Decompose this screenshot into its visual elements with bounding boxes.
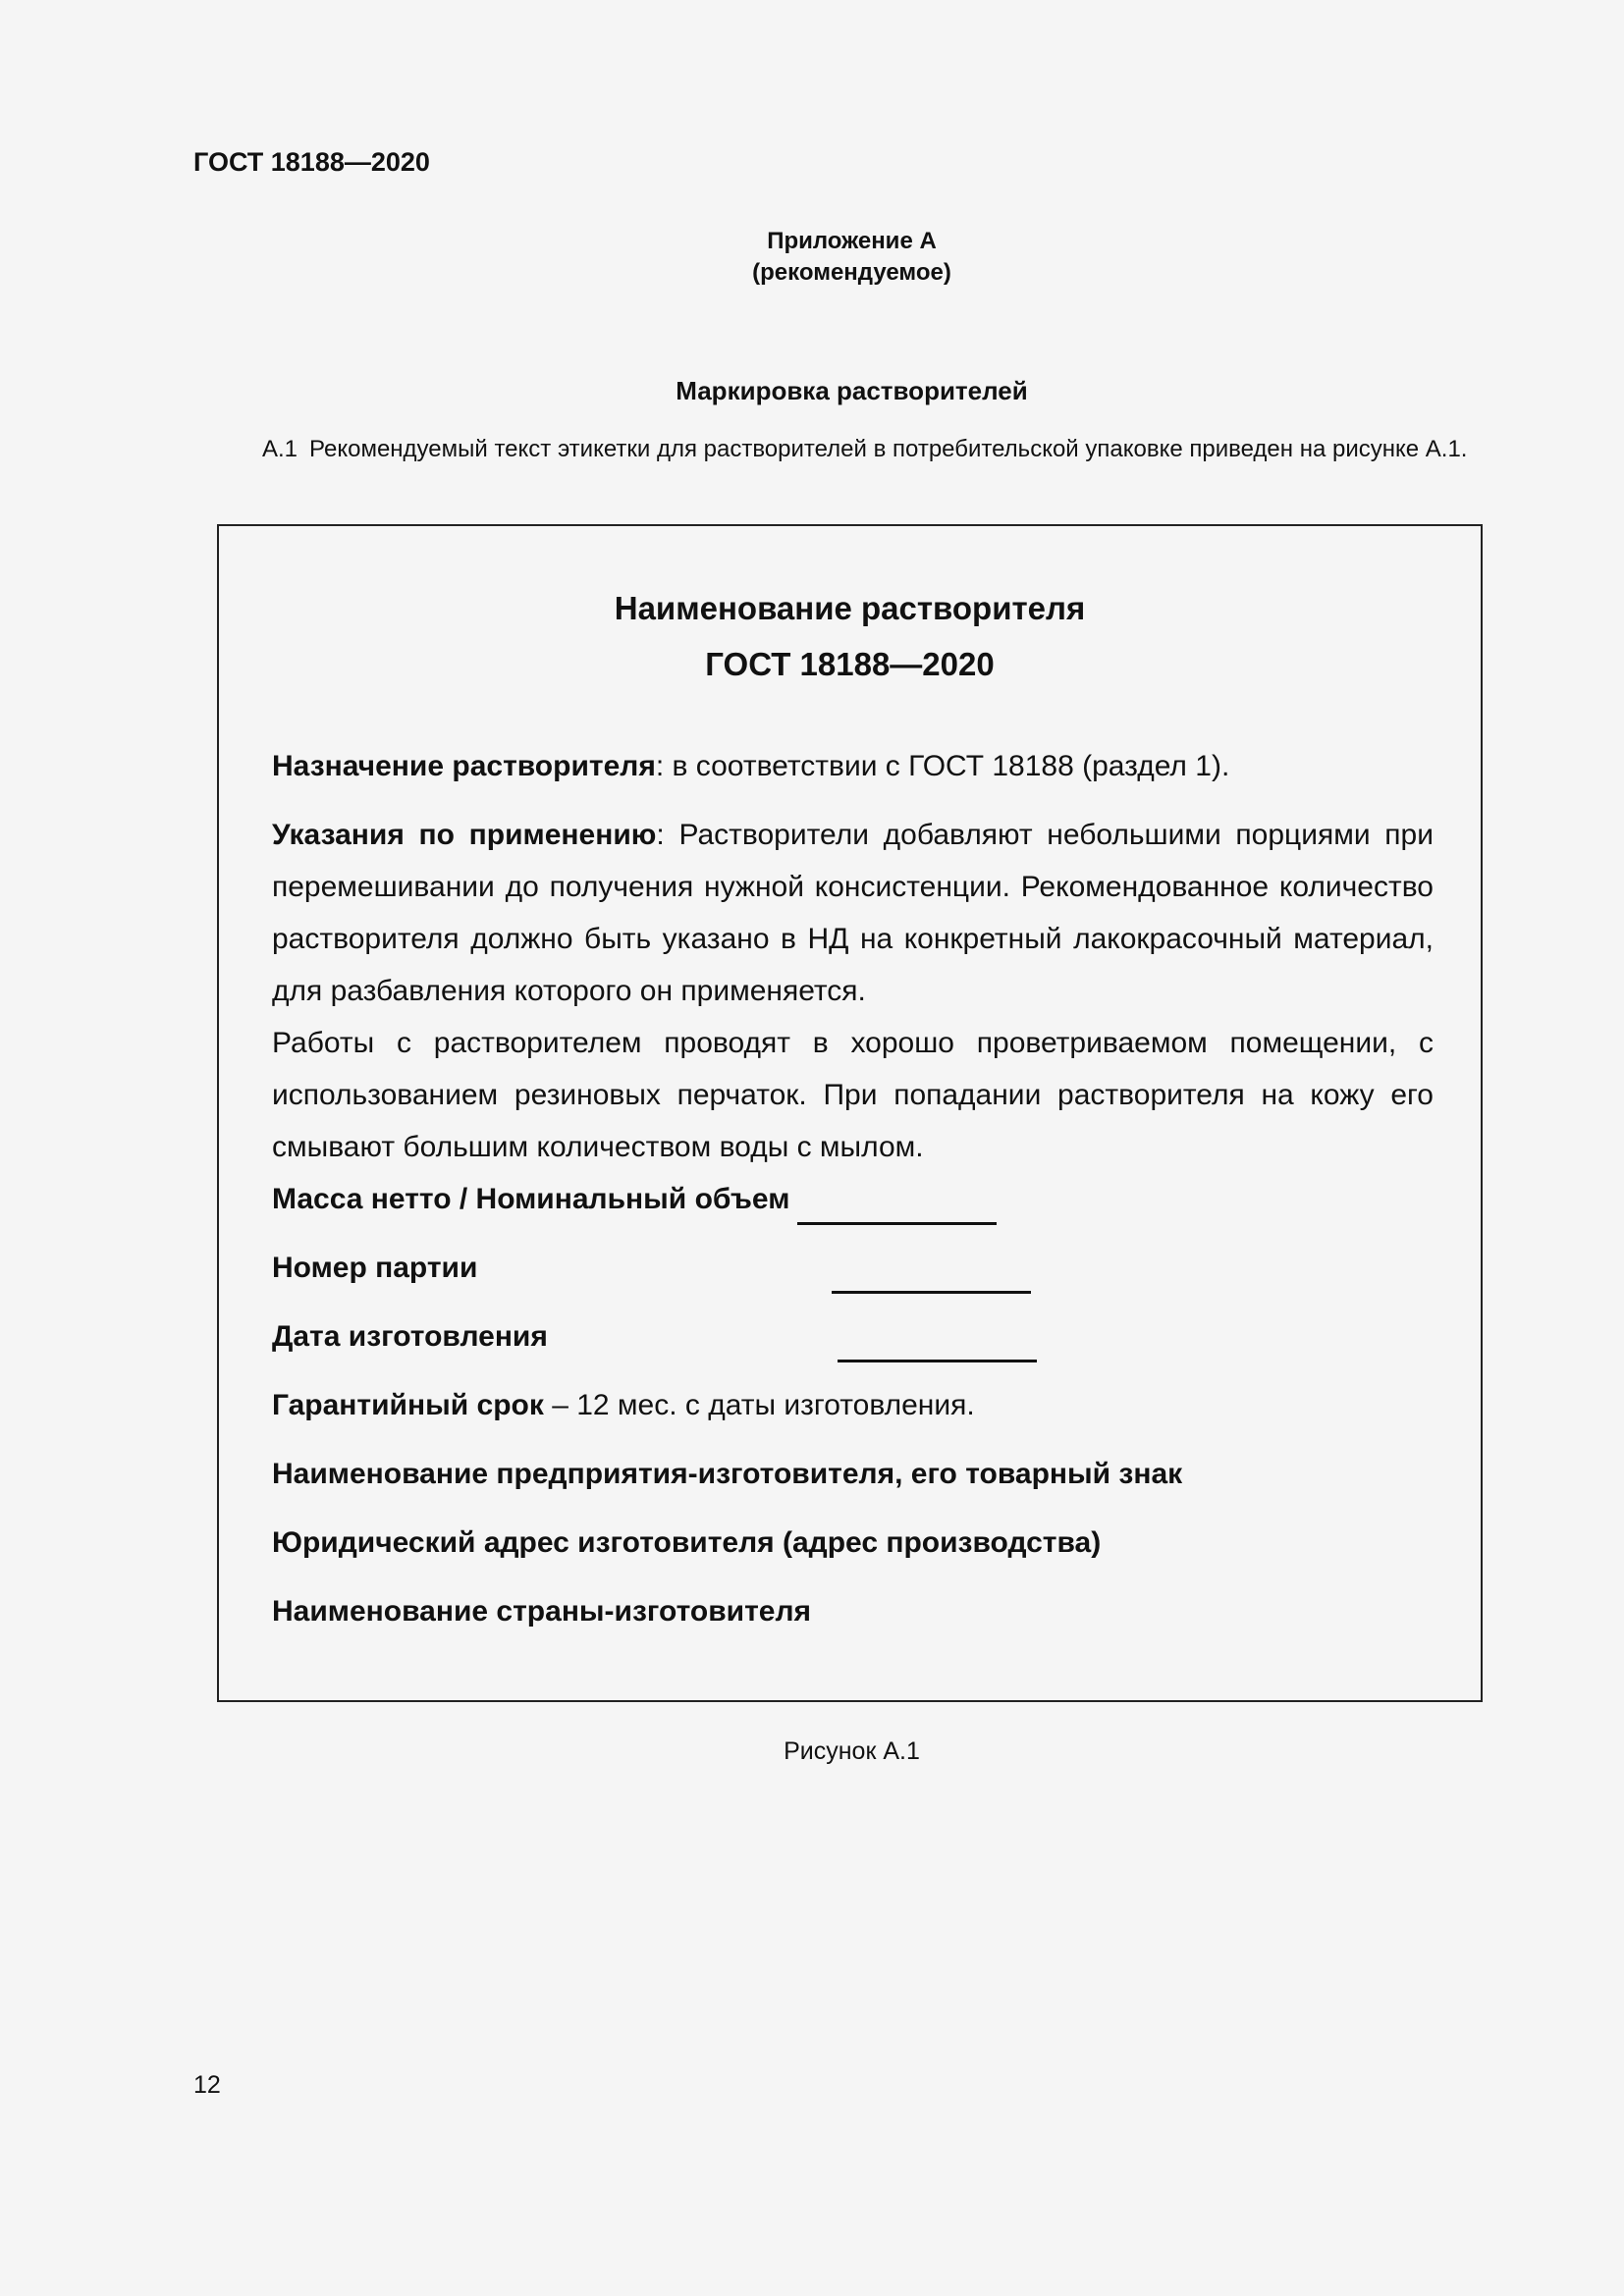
appendix-heading [0,226,1624,289]
purpose-text: : в соответствии с ГОСТ 18188 (раздел 1). [655,750,1230,782]
label-body [272,740,1434,1637]
warranty-text: – 12 мес. с даты изготовления. [543,1389,975,1421]
usage-text: : Растворители добавляют небольшими порциями при перемешивании до получения нужной консистенции. Рекомендованное количество растворителя должно быть указано в НД на конкретный лакокрасочный материал, для разбавления которого он применяется. [272,819,1434,1007]
label-standard-code: ГОСТ 18188—2020 [705,646,995,682]
mass-label: Масса нетто / Номинальный объем [272,1183,790,1215]
usage-paragraph [272,809,1434,1017]
paragraph-number: А.1 [262,436,298,462]
manufacturer-line: Наименование предприятия-изготовителя, его товарный знак [272,1458,1183,1490]
paragraph-a1 [262,436,1467,463]
appendix-title: Приложение А [767,228,937,254]
batch-row [272,1242,1434,1294]
mass-row [272,1173,1434,1225]
usage-label: Указания по применению [272,819,657,851]
batch-label: Номер партии [272,1252,478,1284]
purpose-line [272,740,1434,792]
date-blank-line [838,1334,1037,1362]
date-label: Дата изготовления [272,1320,548,1353]
purpose-label: Назначение растворителя [272,750,656,782]
country-line: Наименование страны-изготовителя [272,1595,812,1628]
page-number: 12 [193,2071,221,2099]
legal-address-line: Юридический адрес изготовителя (адрес производства) [272,1526,1102,1559]
warranty-line [272,1379,1434,1431]
document-code: ГОСТ 18188—2020 [193,147,430,177]
label-product-name: Наименование растворителя [614,590,1086,626]
section-title: Маркировка растворителей [676,376,1028,405]
figure-caption: Рисунок А.1 [784,1737,920,1765]
safety-paragraph: Работы с растворителем проводят в хорошо проветриваемом помещении, с использованием резиновых перчаток. При попадании растворителя на кожу его смывают большим количеством воды с мылом. [272,1027,1434,1163]
batch-blank-line [832,1265,1031,1294]
appendix-type: (рекомендуемое) [752,259,951,286]
warranty-label: Гарантийный срок [272,1389,544,1421]
mass-blank-line [797,1197,997,1225]
paragraph-text: Рекомендуемый текст этикетки для растворителей в потребительской упаковке приведен на рисунке А.1. [309,436,1468,462]
date-row [272,1310,1434,1362]
label-title [219,580,1481,692]
label-sample-frame [217,524,1483,1702]
